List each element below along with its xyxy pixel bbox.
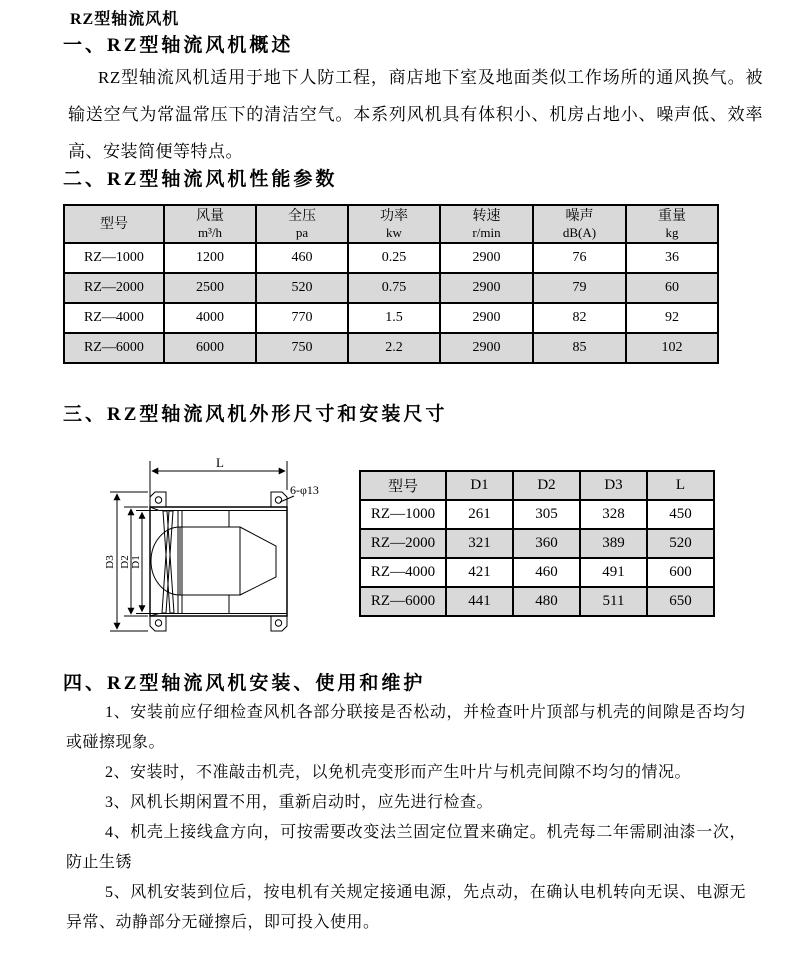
- cell-value: 321: [446, 529, 513, 558]
- cell-value: 480: [513, 587, 580, 616]
- cell-value: 460: [256, 243, 348, 273]
- col-header-noise: 噪声 dB(A): [533, 205, 626, 243]
- col-header-airflow: 风量 m³/h: [164, 205, 256, 243]
- cell-model: RZ—1000: [360, 500, 446, 529]
- cell-value: 421: [446, 558, 513, 587]
- cell-value: 389: [580, 529, 647, 558]
- bolt-hole-label: 6-φ13: [290, 483, 319, 497]
- d1-dimension-label: D1: [130, 555, 142, 569]
- length-dimension-label: L: [216, 455, 224, 470]
- table-row: [360, 500, 714, 529]
- cell-value: 2900: [440, 333, 533, 363]
- cell-value: 6000: [164, 333, 256, 363]
- section1-paragraph: RZ型轴流风机适用于地下人防工程，商店地下室及地面类似工作场所的通风换气。被输送空气为常温常压下的清洁空气。本系列风机具有体积小、机房占地小、噪声低、效率高、安装简便等特点。: [68, 68, 763, 161]
- cell-value: 450: [647, 500, 714, 529]
- dimension-D1: [130, 511, 158, 614]
- table-row: [64, 273, 718, 303]
- maintenance-instructions: [66, 698, 746, 938]
- instruction-item-2: 2、安装时，不准敲击机壳，以免机壳变形而产生叶片与机壳间隙不均匀的情况。: [105, 764, 692, 781]
- cell-model: RZ—4000: [360, 558, 446, 587]
- col-header-d3: D3: [580, 471, 647, 500]
- dimension-L: [150, 455, 287, 505]
- impeller-blades: [162, 511, 182, 613]
- cell-value: 511: [580, 587, 647, 616]
- cell-value: 261: [446, 500, 513, 529]
- cell-value: 770: [256, 303, 348, 333]
- col-header-d2: D2: [513, 471, 580, 500]
- section4-heading: 四、RZ型轴流风机安装、使用和维护: [63, 673, 426, 694]
- performance-table-header-row: [64, 205, 718, 243]
- d3-dimension-label: D3: [104, 555, 116, 569]
- performance-table: [63, 204, 719, 364]
- cell-model: RZ—2000: [360, 529, 446, 558]
- cell-value: 491: [580, 558, 647, 587]
- cell-value: 0.75: [348, 273, 440, 303]
- table-row: [360, 529, 714, 558]
- fan-dimension-drawing: [88, 444, 356, 656]
- cell-model: RZ—1000: [64, 243, 164, 273]
- cell-value: 750: [256, 333, 348, 363]
- col-header-weight: 重量 kg: [626, 205, 718, 243]
- col-header-model: 型号: [360, 471, 446, 500]
- cell-model: RZ—6000: [64, 333, 164, 363]
- dimensions-table: [359, 470, 715, 617]
- cell-value: 360: [513, 529, 580, 558]
- cell-value: 1200: [164, 243, 256, 273]
- cell-value: 328: [580, 500, 647, 529]
- table-row: [64, 333, 718, 363]
- cell-value: 92: [626, 303, 718, 333]
- col-header-power: 功率 kw: [348, 205, 440, 243]
- bolt-hole-callout: [280, 483, 319, 502]
- section2-heading: 二、RZ型轴流风机性能参数: [63, 169, 338, 190]
- instruction-item-3: 3、风机长期闲置不用，重新启动时，应先进行检查。: [105, 794, 494, 811]
- cell-value: 600: [647, 558, 714, 587]
- cell-value: 2900: [440, 243, 533, 273]
- cell-value: 0.25: [348, 243, 440, 273]
- col-header-model: 型号: [64, 205, 164, 243]
- cell-value: 441: [446, 587, 513, 616]
- cell-value: 60: [626, 273, 718, 303]
- cell-value: 2.2: [348, 333, 440, 363]
- cell-model: RZ—6000: [360, 587, 446, 616]
- table-row: [360, 558, 714, 587]
- cell-value: 520: [647, 529, 714, 558]
- instruction-item-4: 4、机壳上接线盒方向，可按需要改变法兰固定位置来确定。机壳每二年需刷油漆一次，防止生锈: [66, 824, 746, 871]
- cell-value: 650: [647, 587, 714, 616]
- col-header-l: L: [647, 471, 714, 500]
- page-title: RZ型轴流风机: [70, 11, 180, 28]
- table-row: [360, 587, 714, 616]
- table-row: [64, 303, 718, 333]
- table-row: [64, 243, 718, 273]
- cell-value: 4000: [164, 303, 256, 333]
- col-header-speed: 转速 r/min: [440, 205, 533, 243]
- instruction-item-5: 5、风机安装到位后，按电机有关规定接通电源，先点动，在确认电机转向无误、电源无异常、动静部分无碰擦后，即可投入使用。: [66, 884, 746, 931]
- col-header-pressure: 全压 pa: [256, 205, 348, 243]
- section3-heading: 三、RZ型轴流风机外形尺寸和安装尺寸: [63, 404, 448, 425]
- cell-value: 305: [513, 500, 580, 529]
- cell-value: 520: [256, 273, 348, 303]
- cell-value: 2900: [440, 273, 533, 303]
- cell-model: RZ—4000: [64, 303, 164, 333]
- section1-heading: 一、RZ型轴流风机概述: [63, 35, 294, 56]
- dimensions-table-header-row: [360, 471, 714, 500]
- cell-value: 79: [533, 273, 626, 303]
- cell-model: RZ—2000: [64, 273, 164, 303]
- cell-value: 2900: [440, 303, 533, 333]
- d2-dimension-label: D2: [119, 555, 131, 569]
- cell-value: 85: [533, 333, 626, 363]
- cell-value: 76: [533, 243, 626, 273]
- cell-value: 82: [533, 303, 626, 333]
- cell-value: 102: [626, 333, 718, 363]
- col-header-d1: D1: [446, 471, 513, 500]
- cell-value: 460: [513, 558, 580, 587]
- cell-value: 1.5: [348, 303, 440, 333]
- cell-value: 36: [626, 243, 718, 273]
- cell-value: 2500: [164, 273, 256, 303]
- instruction-item-1: 1、安装前应仔细检查风机各部分联接是否松动，并检查叶片顶部与机壳的间隙是否均匀或碰擦现象。: [66, 704, 746, 751]
